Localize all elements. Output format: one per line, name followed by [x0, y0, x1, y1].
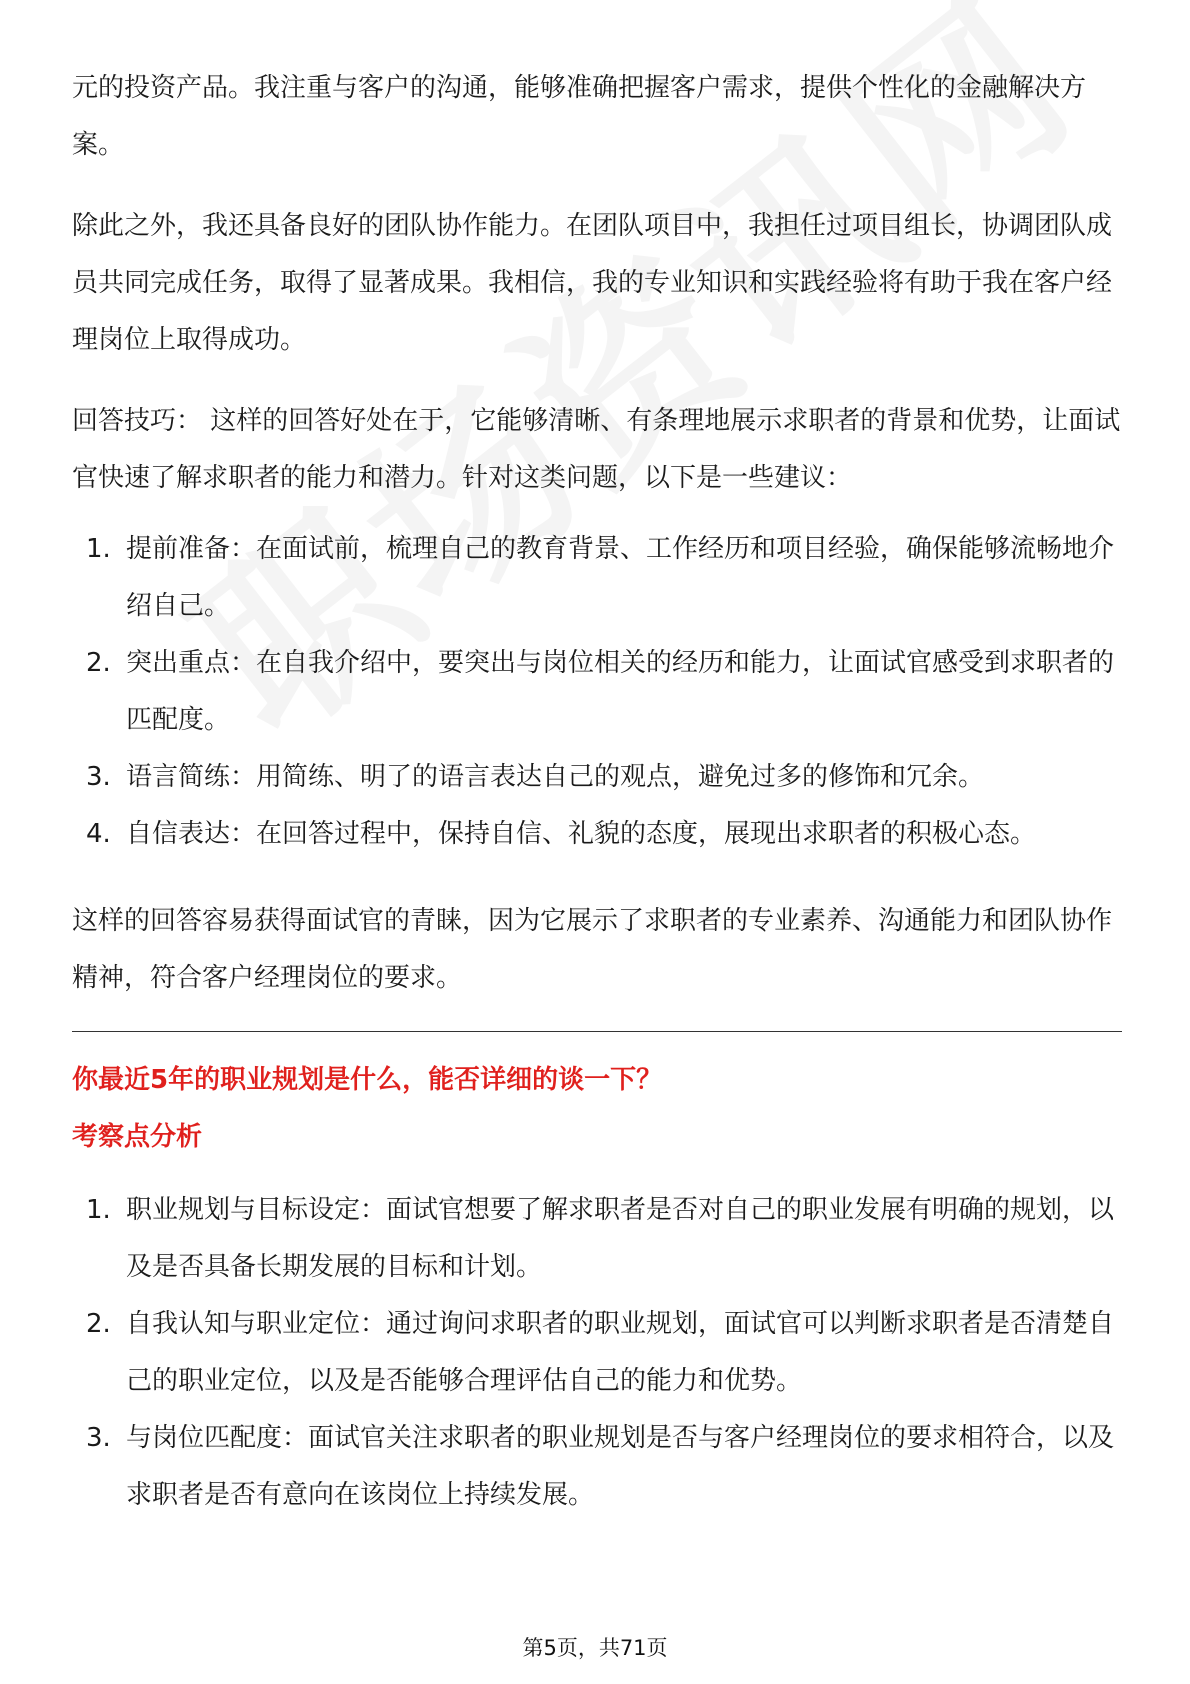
- list-item: [72, 1410, 1122, 1524]
- list-item: [72, 806, 1122, 863]
- list-item: [72, 635, 1122, 749]
- paragraph: 元的投资产品。我注重与客户的沟通，能够准确把握客户需求，提供个性化的金融解决方案。: [72, 73, 1087, 160]
- section-divider: [72, 1031, 1122, 1032]
- list-item: [72, 749, 1122, 806]
- list-item: [72, 1296, 1122, 1410]
- list-number: 3.: [86, 1423, 111, 1453]
- analysis-list: [72, 1182, 1122, 1524]
- closing-paragraph: 这样的回答容易获得面试官的青睐，因为它展示了求职者的专业素养、沟通能力和团队协作精神，符合客户经理岗位的要求。: [72, 906, 1113, 993]
- list-text: 提前准备：在面试前，梳理自己的教育背景、工作经历和项目经验，确保能够流畅地介绍自己。: [126, 534, 1115, 621]
- list-text: 语言简练：用简练、明了的语言表达自己的观点，避免过多的修饰和冗余。: [126, 762, 985, 792]
- list-number: 3.: [86, 762, 111, 792]
- list-text: 自我认知与职业定位：通过询问求职者的职业规划，面试官可以判断求职者是否清楚自己的职业定位，以及是否能够合理评估自己的能力和优势。: [126, 1309, 1115, 1396]
- page-number: 第5页，共71页: [522, 1636, 668, 1660]
- list-text: 突出重点：在自我介绍中，要突出与岗位相关的经历和能力，让面试官感受到求职者的匹配度。: [126, 648, 1115, 735]
- analysis-heading: 考察点分析: [72, 1122, 203, 1152]
- answer-tips-paragraph: 回答技巧： 这样的回答好处在于，它能够清晰、有条理地展示求职者的背景和优势，让面试官快速了解求职者的能力和潜力。针对这类问题，以下是一些建议：: [72, 406, 1121, 493]
- question-heading: 你最近5年的职业规划是什么，能否详细的谈一下？: [72, 1065, 663, 1095]
- list-number: 4.: [86, 819, 111, 849]
- tips-list: [72, 521, 1122, 863]
- list-item: [72, 1182, 1122, 1296]
- list-number: 1.: [86, 1195, 111, 1225]
- list-number: 2.: [86, 648, 111, 678]
- list-text: 与岗位匹配度：面试官关注求职者的职业规划是否与客户经理岗位的要求相符合，以及求职者是否有意向在该岗位上持续发展。: [126, 1423, 1115, 1510]
- document-body: [72, 60, 1122, 1554]
- list-text: 自信表达：在回答过程中，保持自信、礼貌的态度，展现出求职者的积极心态。: [126, 819, 1037, 849]
- list-number: 1.: [86, 534, 111, 564]
- list-item: [72, 521, 1122, 635]
- paragraph: 除此之外，我还具备良好的团队协作能力。在团队项目中，我担任过项目组长，协调团队成员共同完成任务，取得了显著成果。我相信，我的专业知识和实践经验将有助于我在客户经理岗位上取得成功。: [72, 211, 1113, 355]
- list-text: 职业规划与目标设定：面试官想要了解求职者是否对自己的职业发展有明确的规划，以及是否具备长期发展的目标和计划。: [126, 1195, 1115, 1282]
- list-number: 2.: [86, 1309, 111, 1339]
